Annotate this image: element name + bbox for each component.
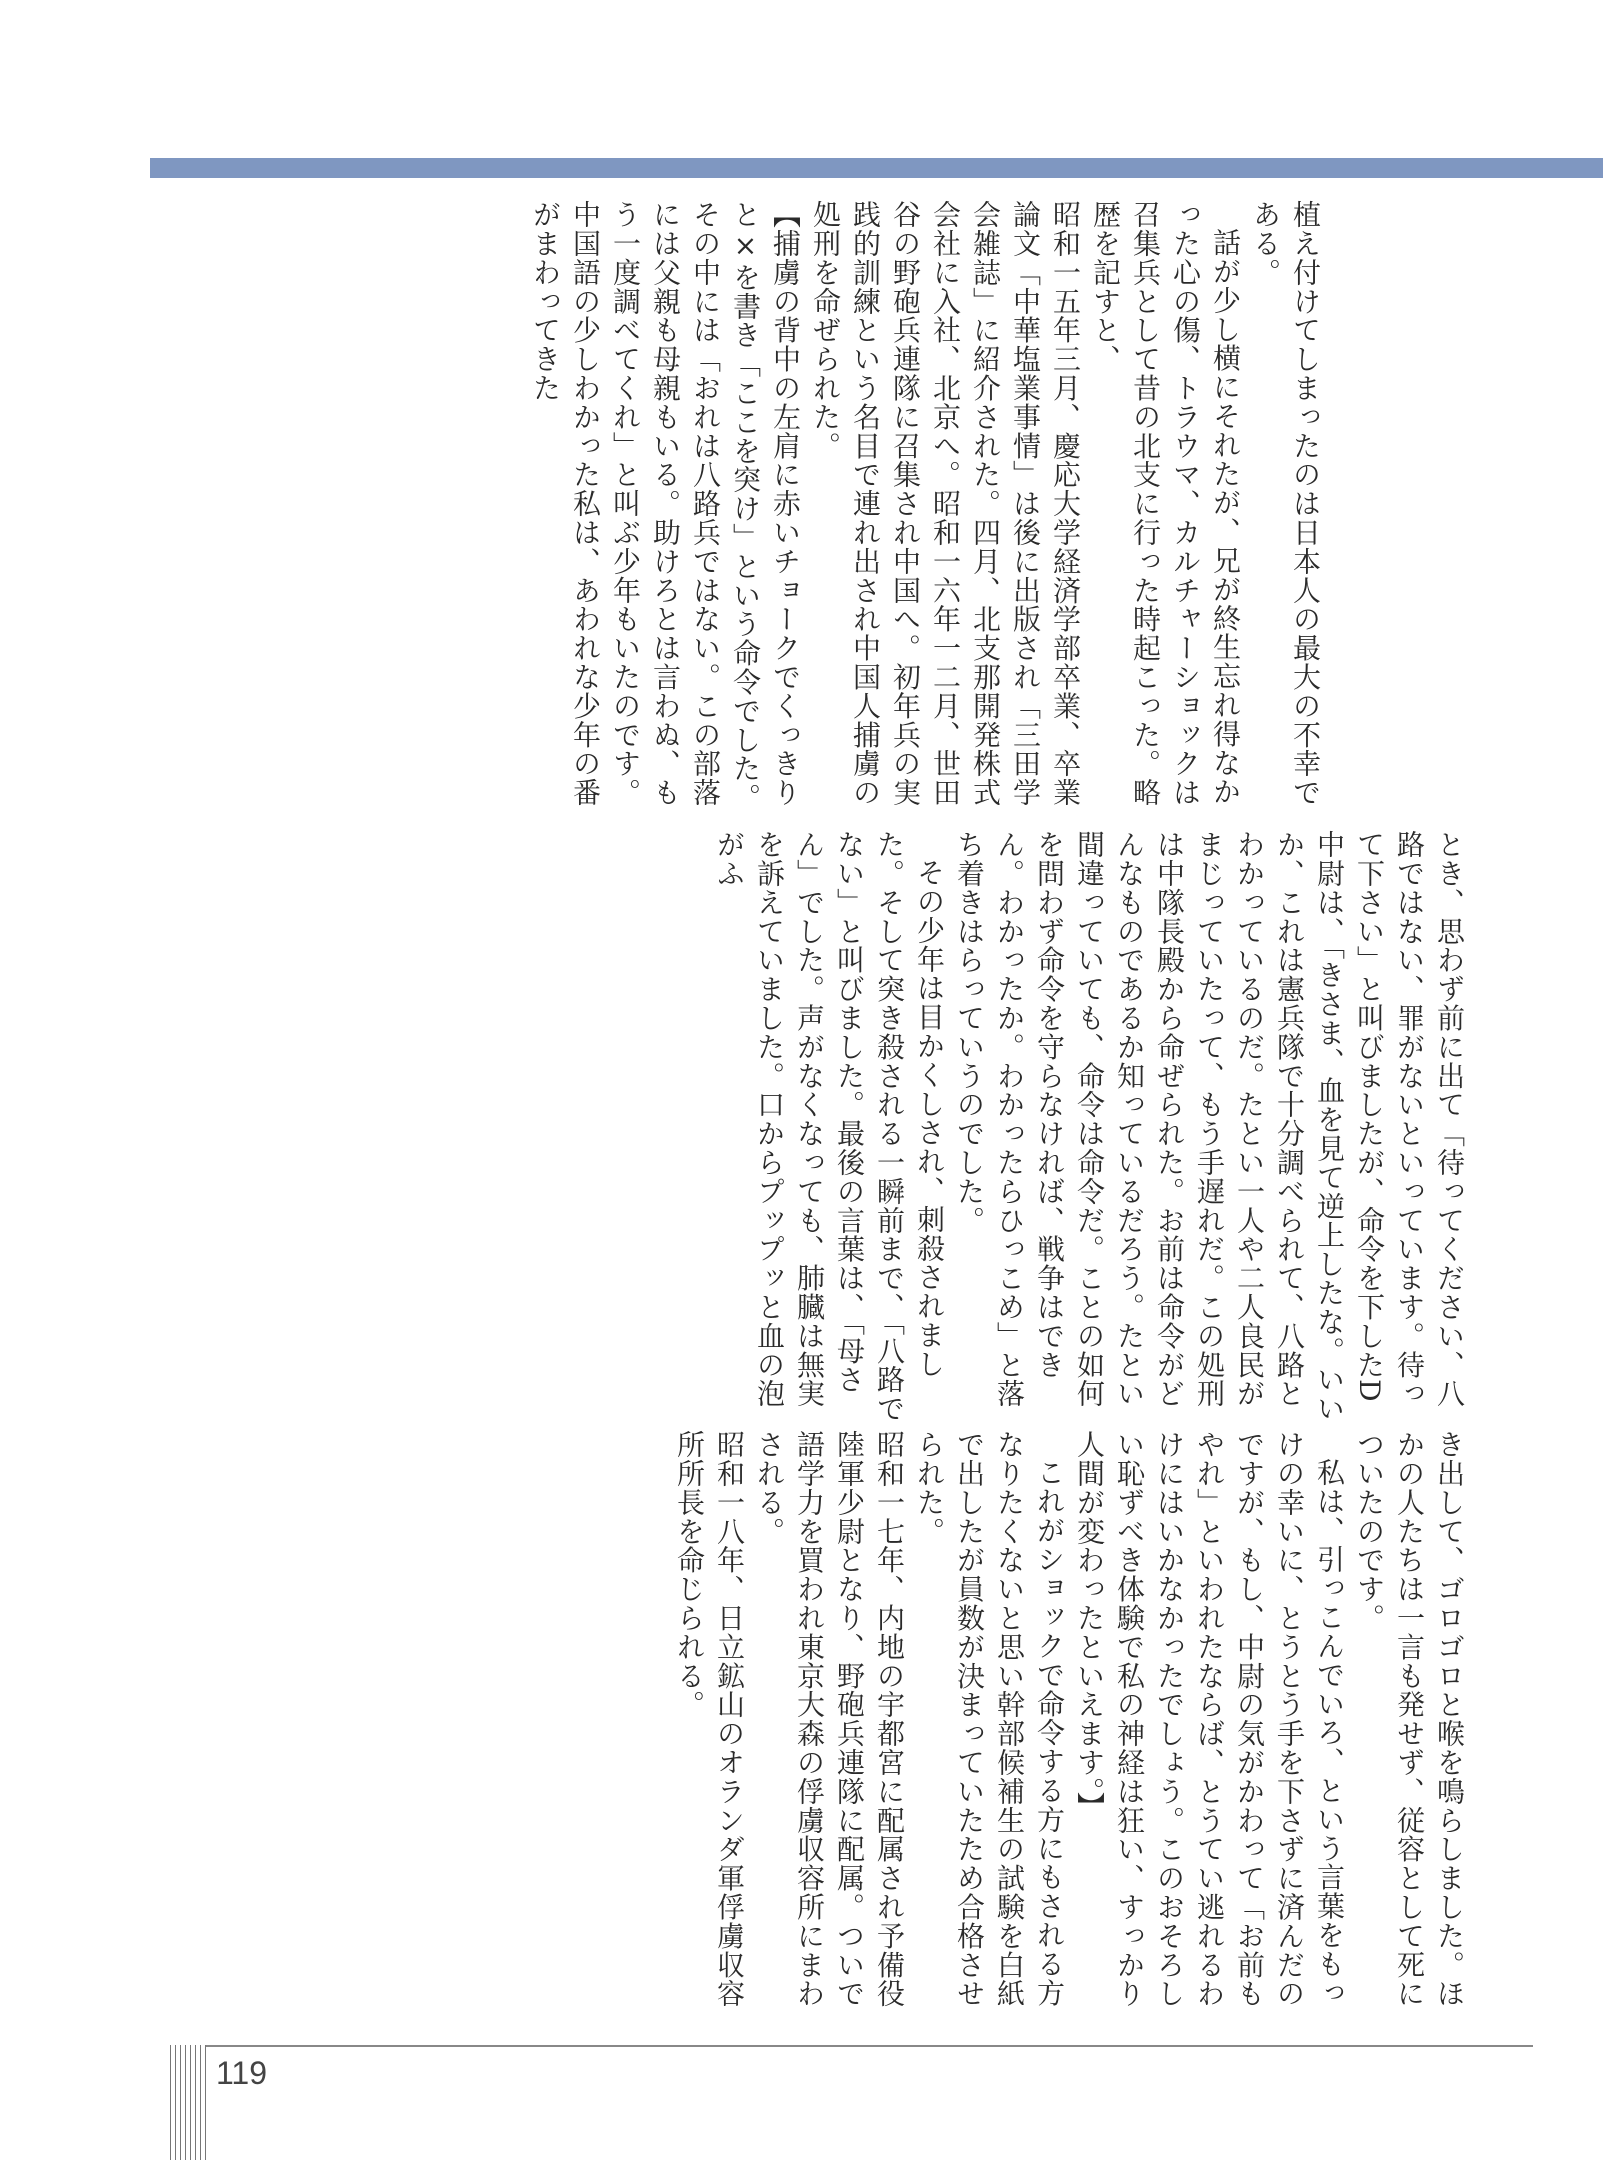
text-column-middle bbox=[99, 830, 1469, 1430]
header-accent-band bbox=[150, 158, 1603, 178]
paragraph: 【捕虜の背中の左肩に赤いチョークでくっきりと×を書き「ここを突け」という命令でした。その中には「おれは八路兵ではない。この部落には父親も母親もいる。助けろとは言わぬ、もう一度調べてくれ」と叫ぶ少年もいたのです。中国語の少しわかった私は、あわれな少年の番がまわってきた bbox=[529, 200, 802, 812]
paragraph: 昭和一八年、日立鉱山のオランダ軍俘虜収容所所長を命じられる。 bbox=[673, 1430, 746, 2008]
paragraph: とき、思わず前に出て「待ってください、八路ではない、罪がないといっています。待って下さい」と叫びましたが、命令を下したD中尉は、「きさま、血を見て逆上したな。いいか、これは憲兵隊で十分調べられて、八路とわかっているのだ。たとい一人や二人良民がまじっていたって、もう手遅れだ。この処刑は中隊長殿から命ぜられた。お前は命令がどんなものであるか知っているだろう。たとい間違っていても、命令は命令だ。ことの如何を問わず命令を守らなければ、戦争はできん。わかったか。わかったらひっこめ」と落ち着きはらっていうのでした。 bbox=[953, 830, 1466, 1423]
paragraph: 話が少し横にそれたが、兄が終生忘れ得なかった心の傷、トラウマ、カルチャーショックは召集兵として昔の北支に行った時起こった。略歴を記すと、 bbox=[1089, 200, 1242, 807]
page-number: 119 bbox=[216, 2055, 268, 2091]
paragraph: 私は、引っこんでいろ、という言葉をもっけの幸いに、とうとう手を下さずに済んだのですが、もし、中尉の気がかわって「お前もやれ」といわれたならば、とうてい逃れるわけにはいかなかったでしょう。このおそろしい恥ずべき体験で私の神経は狂い、すっかり人間が変わったといえます。】 bbox=[1073, 1430, 1346, 2008]
paragraph: 植え付けてしまったのは日本人の最大の不幸である。 bbox=[1249, 200, 1322, 807]
text-column-bottom bbox=[99, 1430, 1469, 2030]
paragraph: き出して、ゴロゴロと喉を鳴らしました。ほかの人たちは一言も発せず、従容として死についたのです。 bbox=[1353, 1430, 1466, 2008]
paragraph: これがショックで命令する方にもされる方なりたくないと思い幹部候補生の試験を白紙で出したが員数が決まっていたため合格させられた。 bbox=[913, 1430, 1066, 2008]
text-column-top bbox=[100, 200, 1325, 820]
paragraph: 昭和一五年三月、慶応大学経済学部卒業、卒業論文「中華塩業事情」は後に出版され「三田学会雑誌」に紹介された。四月、北支那開発株式会社に入社、北京へ。昭和一六年一二月、世田谷の野砲兵連隊に召集され中国へ。初年兵の実践的訓練という名目で連れ出され中国人捕虜の処刑を命ぜられた。 bbox=[809, 200, 1082, 807]
paragraph: 昭和一七年、内地の宇都宮に配属され予備役陸軍少尉となり、野砲兵連隊に配属。ついで語学力を買われ東京大森の俘虜収容所にまわされる。 bbox=[753, 1430, 906, 2008]
footer-decorative-lines bbox=[170, 2045, 206, 2160]
footer-rule bbox=[206, 2045, 1533, 2047]
paragraph: その少年は目かくしされ、刺殺されました。そして突き殺される一瞬前まで、「八路でない」と叫びました。最後の言葉は、「母さん」でした。声がなくなっても、肺臓は無実を訴えていました。口からプップッと血の泡がふ bbox=[713, 830, 946, 1423]
